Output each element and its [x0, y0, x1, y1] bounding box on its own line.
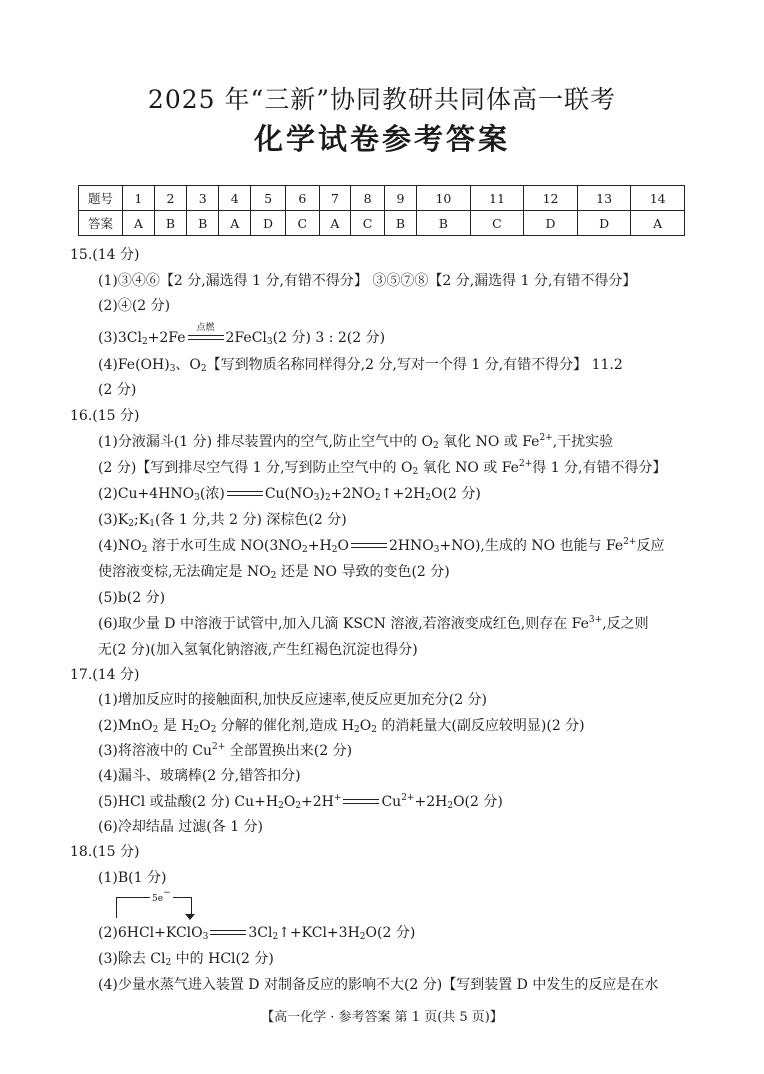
table-cell: A — [631, 211, 685, 236]
table-cell: B — [384, 211, 416, 236]
q15-part2: (2)④(2 分) — [98, 298, 171, 314]
q15-heading: 15.(14 分) — [70, 247, 140, 263]
q16-part3: $(3)K_2;K_1$(各 1 分,共 2 分) 深棕色(2 分) — [98, 512, 347, 529]
table-cell: 7 — [319, 186, 351, 211]
answer-row — [79, 211, 685, 236]
table-cell: 9 — [384, 186, 416, 211]
q16-part5: (5)b(2 分) — [98, 590, 166, 606]
table-cell: A — [319, 211, 351, 236]
table-cell: 14 — [631, 186, 685, 211]
q17-heading: 17.(14 分) — [70, 667, 140, 683]
q18-part4: (4)少量水蒸气进入装置 D 对制备反应的影响不大(2 分)【写到装置 D 中发生的反应是在水 — [98, 977, 659, 993]
q16-part6: (6)取少量 D 中溶液于试管中,加入几滴 KSCN 溶液,若溶液变成红色,则存在 $Fe^{3+}$,反之则 — [98, 615, 649, 632]
q15-part4-cont: (2 分) — [98, 382, 137, 398]
table-cell: D — [577, 211, 631, 236]
page-footer: 【高一化学 · 参考答案 第 1 页(共 5 页)】 — [261, 1010, 503, 1025]
row-label-question: 题号 — [79, 186, 123, 211]
equation-sign — [227, 491, 263, 496]
table-cell: D — [524, 211, 578, 236]
table-cell: A — [219, 211, 251, 236]
question-number-row — [79, 186, 685, 211]
table-cell: 8 — [351, 186, 385, 211]
equation-sign: 点燃 — [188, 335, 224, 340]
q17-part4: (4)漏斗、玻璃棒(2 分,错答扣分) — [98, 768, 301, 784]
q18-part3: (3)除去 $Cl_2$ 中的 HCl(2 分) — [98, 951, 274, 968]
table-cell: 11 — [470, 186, 524, 211]
table-cell: C — [470, 211, 524, 236]
q15-part4: $(4)Fe(OH)_3$、$O_2$【写到物质名称同样得分,2 分,写对一个得 1 分,有错不得分】 11.2 — [98, 357, 623, 374]
q17-part6: (6)冷却结晶 过滤(各 1 分) — [98, 819, 264, 835]
table-cell: 13 — [577, 186, 631, 211]
table-cell: 3 — [187, 186, 219, 211]
answer-key-title: 化学试卷参考答案 — [253, 122, 510, 156]
q15-part3: $(3)3Cl_2+2Fe$ 点燃 2FeCl$_3$(2 分) 3 : 2(2 分) — [98, 323, 386, 347]
equation-sign — [343, 799, 379, 804]
q16-part4-cont: 使溶液变棕,无法确定是 $NO_2$ 还是 NO 导致的变色(2 分) — [98, 564, 450, 581]
table-cell: 4 — [219, 186, 251, 211]
table-cell: 5 — [251, 186, 286, 211]
answer-table — [78, 185, 685, 236]
q17-part2: (2)MnO$_2$ 是 $H_2O_2$ 分解的催化剂,造成 $H_2O_2$ 的消耗量大(副反应较明显)(2 分) — [98, 718, 585, 735]
table-cell: C — [286, 211, 320, 236]
q18-part2: (2)6HCl+KClO$_3$ $3Cl_2↑+KCl+3H_2O(2$ 分) — [98, 925, 416, 942]
table-cell: 12 — [524, 186, 578, 211]
table-cell: 6 — [286, 186, 320, 211]
table-cell: B — [417, 211, 471, 236]
equation-sign — [210, 930, 246, 935]
table-cell: A — [123, 211, 155, 236]
exam-title: 2025 年“三新”协同教研共同体高一联考 — [147, 85, 617, 114]
q17-part5: (5)HCl 或盐酸(2 分) $Cu+H_2O_2+2H^+$ $Cu^{2+}+2H_2O(2$ 分) — [98, 793, 503, 811]
q15-part1: (1)③④⑥【2 分,漏选得 1 分,有错不得分】 ③⑤⑦⑧【2 分,漏选得 1 分,有错不得分】 — [98, 273, 637, 289]
table-cell: B — [154, 211, 186, 236]
q18-part1: (1)B(1 分) — [98, 870, 167, 886]
row-label-answer: 答案 — [79, 211, 123, 236]
arrow-down-icon — [185, 914, 195, 920]
q16-part4: $(4)NO_2$ 溶于水可生成 $NO(3NO_2+H_2O$ $2HNO_3+NO$),生成的 NO 也能与 $Fe^{2+}$反应 — [98, 537, 665, 555]
q16-part1: (1)分液漏斗(1 分) 排尽装置内的空气,防止空气中的 $O_2$ 氧化 NO 或 $Fe^{2+}$,干扰实验 — [98, 433, 614, 451]
q17-part1: (1)增加反应时的接触面积,加快反应速率,使反应更加充分(2 分) — [98, 692, 488, 708]
table-cell: C — [351, 211, 385, 236]
table-cell: 1 — [123, 186, 155, 211]
q18-heading: 18.(15 分) — [70, 844, 140, 860]
electron-transfer-label: 5e− — [152, 888, 171, 904]
table-cell: 10 — [417, 186, 471, 211]
q16-part6-cont: 无(2 分)(加入氢氧化钠溶液,产生红褐色沉淀也得分) — [98, 642, 418, 658]
table-cell: D — [251, 211, 286, 236]
equation-sign — [351, 543, 387, 548]
table-cell: B — [187, 211, 219, 236]
q16-part2: $(2)Cu+4HNO_3$(浓) $Cu(NO_3)_2+2NO_2↑+2H_2O(2$ 分) — [98, 486, 481, 503]
table-cell: 2 — [154, 186, 186, 211]
q17-part3: (3)将溶液中的 $Cu^{2+}$ 全部置换出来(2 分) — [98, 742, 353, 759]
q16-heading: 16.(15 分) — [70, 408, 140, 424]
q16-part1-cont: (2 分)【写到排尽空气得 1 分,写到防止空气中的 $O_2$ 氧化 NO 或 $Fe^{2+}$得 1 分,有错不得分】 — [98, 459, 667, 477]
